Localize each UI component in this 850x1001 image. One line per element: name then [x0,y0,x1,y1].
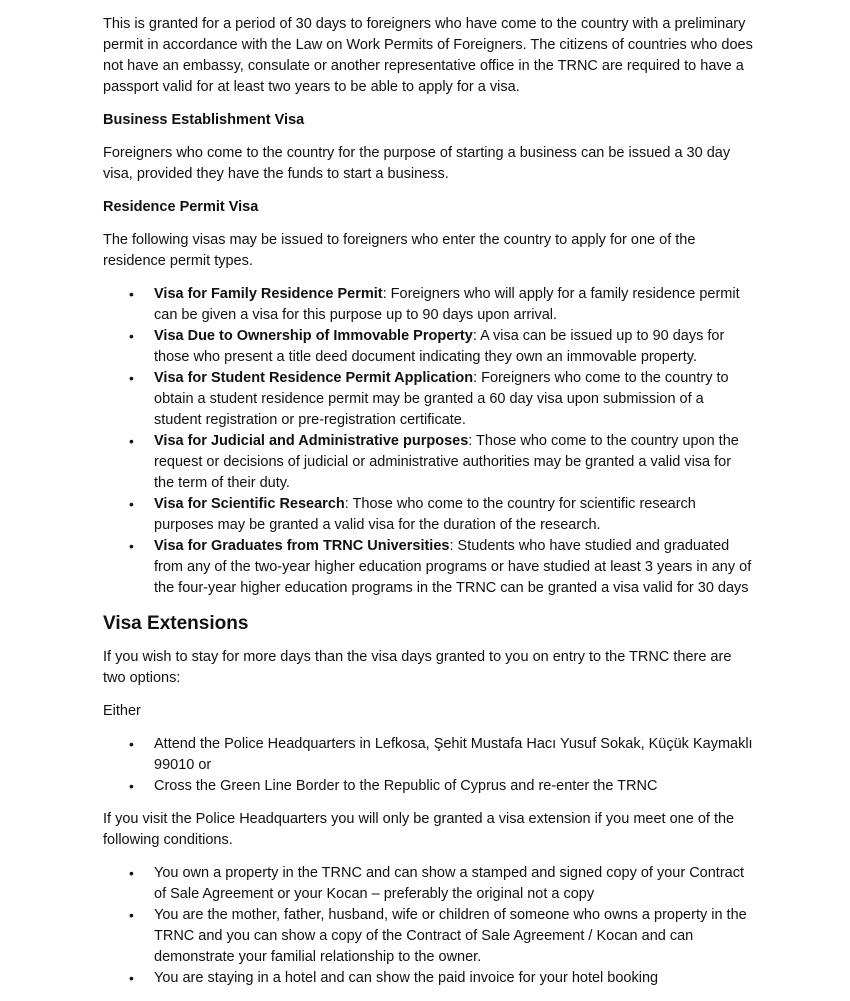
list-item-title: Visa for Scientific Research [154,496,345,512]
intro-paragraph: This is granted for a period of 30 days to foreigners who have come to the country with a preliminary permit in accordance with the Law on Work Permits of Foreigners. The citizens of countries who does not have an embassy, consulate or another representative office in the TRNC are required to have a passport valid for at least two years to be able to apply for a visa. [103,16,753,95]
list-item-text: : Students who have studied and graduated from any of the two-year higher education programs or have studied at least 3 years in any of the four-year higher education programs in the TRNC can be granted a visa valid for 30 days [154,538,752,596]
bullet-icon: • [129,970,134,986]
list-item [103,905,753,968]
bullet-icon: • [129,496,134,512]
either-label: Either [103,703,141,719]
list-item-title: Visa for Judicial and Administrative purposes [154,433,469,449]
list-item-text: : Those who come to the country upon the request or decisions of judicial or administrative authorities may be granted a valid visa for the term of their duty. [154,433,739,491]
visa-extensions-heading: Visa Extensions [103,613,249,634]
list-item [103,284,753,326]
list-item-text: Cross the Green Line Border to the Republic of Cyprus and re-enter the TRNC [154,778,658,794]
visa-extensions-intro: If you wish to stay for more days than the visa days granted to you on entry to the TRNC there are two options: [103,649,732,686]
list-item-text: : A visa can be issued up to 90 days for those who present a title deed document indicating they own an immovable property. [154,328,725,365]
list-item-title: Visa for Family Residence Permit [154,286,383,302]
conditions-intro: If you visit the Police Headquarters you will only be granted a visa extension if you meet one of the following conditions. [103,811,735,848]
bullet-icon: • [129,778,134,794]
bullet-icon: • [129,907,134,923]
bullet-icon: • [129,433,134,449]
list-item [103,431,753,494]
residence-visa-heading: Residence Permit Visa [103,199,259,215]
list-item [103,326,753,368]
bullet-icon: • [129,370,134,386]
document-page [103,14,753,1001]
list-item-title: Visa Due to Ownership of Immovable Property [154,328,473,344]
conditions-list [103,863,753,989]
list-item [103,776,753,797]
business-visa-heading: Business Establishment Visa [103,112,305,128]
list-item [103,734,753,776]
list-item-title: Visa for Student Residence Permit Application [154,370,474,386]
list-item-text: : Foreigners who come to the country to obtain a student residence permit may be granted a 60 day visa upon submission of a student registration or pre-registration certificate. [154,370,729,428]
list-item [103,968,753,989]
list-item-text: : Foreigners who will apply for a family residence permit can be given a visa for this purpose up to 90 days upon arrival. [154,286,740,323]
list-item [103,863,753,905]
list-item-text: You are the mother, father, husband, wife or children of someone who owns a property in the TRNC and you can show a copy of the Contract of Sale Agreement / Kocan and can demonstrate your familial relationship to the owner. [154,907,747,965]
business-visa-text: Foreigners who come to the country for the purpose of starting a business can be issued a 30 day visa, provided they have the funds to start a business. [103,145,731,182]
bullet-icon: • [129,328,134,344]
list-item-text: : Those who come to the country for scientific research purposes may be granted a valid visa for the duration of the research. [154,496,696,533]
bullet-icon: • [129,865,134,881]
list-item [103,494,753,536]
bullet-icon: • [129,286,134,302]
list-item-text: You are staying in a hotel and can show the paid invoice for your hotel booking [154,970,659,986]
list-item-text: You own a property in the TRNC and can show a stamped and signed copy of your Contract of Sale Agreement or your Kocan – preferably the original not a copy [154,865,745,902]
list-item-text: Attend the Police Headquarters in Lefkosa, Şehit Mustafa Hacı Yusuf Sokak, Küçük Kaymaklı 99010 or [154,736,753,773]
list-item [103,368,753,431]
bullet-icon: • [129,736,134,752]
list-item [103,536,753,599]
bullet-icon: • [129,538,134,554]
residence-visa-list [103,284,753,599]
list-item-title: Visa for Graduates from TRNC Universities [154,538,450,554]
residence-visa-text: The following visas may be issued to foreigners who enter the country to apply for one of the residence permit types. [103,232,696,269]
extension-options-list [103,734,753,797]
